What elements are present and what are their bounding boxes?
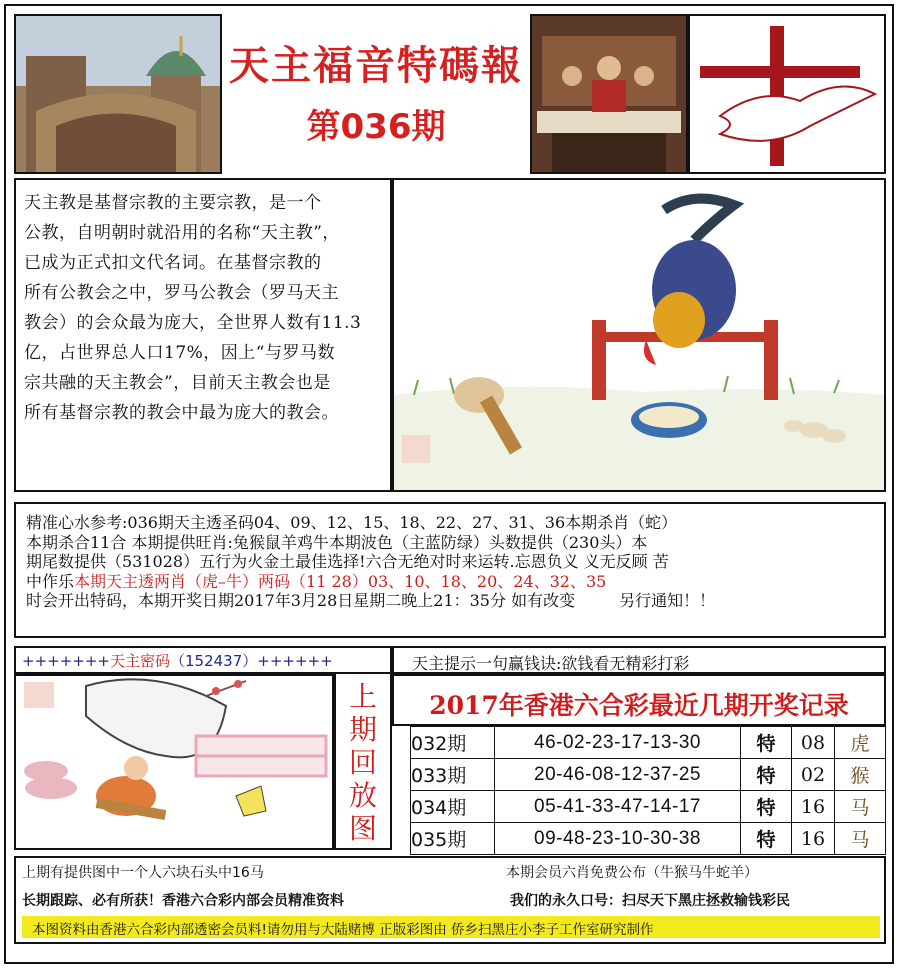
special-marker-cell: 特 xyxy=(741,823,792,855)
table-row xyxy=(411,823,886,855)
results-table-wrap xyxy=(410,726,886,854)
special-number-cell: 16 xyxy=(792,823,835,855)
header-issue: 第036期 xyxy=(306,107,446,147)
review-label-char: 期 xyxy=(348,713,377,746)
secret-code-label: 天主密码 xyxy=(109,652,170,670)
numbers-cell: 46-02-23-17-13-30 xyxy=(495,727,741,759)
numbers-cell: 20-46-08-12-37-25 xyxy=(495,759,741,791)
hint-text: 天主提示一句赢钱诀:欲钱看无精彩打彩 xyxy=(412,654,690,673)
footer-left-1: 上期有提供图中一个人六块石头中16马 xyxy=(22,865,264,881)
review-label-char: 图 xyxy=(348,812,377,845)
intro-text-box xyxy=(14,178,392,492)
notice-line-5 xyxy=(26,591,878,611)
notice-box xyxy=(14,502,886,638)
header-title-area xyxy=(222,14,530,174)
period-cell: 034期 xyxy=(411,791,495,823)
zodiac-cell: 虎 xyxy=(835,727,886,759)
last-supper-image xyxy=(530,14,688,174)
zodiac-cell: 马 xyxy=(835,791,886,823)
intro-line: 教会）的会众最为庞大，全世界人数有11.3 xyxy=(24,313,362,333)
notice-line-4 xyxy=(26,572,878,592)
review-label-char: 回 xyxy=(348,746,377,779)
period-cell: 032期 xyxy=(411,727,495,759)
hint-box xyxy=(392,646,886,674)
secret-code-box xyxy=(14,646,392,674)
period-cell: 033期 xyxy=(411,759,495,791)
results-table xyxy=(410,726,886,855)
zodiac-cell: 马 xyxy=(835,823,886,855)
results-title: 2017年香港六合彩最近几期开奖记录 xyxy=(429,691,849,720)
footer-right-1: 本期会员六肖免费公布（牛猴马牛蛇羊） xyxy=(506,865,758,881)
secret-code-suffix: ++++++ xyxy=(257,652,333,670)
cross-dove-image xyxy=(688,14,886,174)
footer-box xyxy=(14,856,886,944)
footer-banner-text: 本图资料由香港六合彩内部透密会员料!请勿用与大陆赌博 正版彩图由 侨乡扫黑庄小李子工作室研究制作 xyxy=(32,922,654,938)
review-label xyxy=(334,674,392,850)
intro-line: 亿，占世界总人口17%，因上“与罗马数 xyxy=(24,343,335,363)
special-number-cell: 08 xyxy=(792,727,835,759)
special-marker-cell: 特 xyxy=(741,791,792,823)
intro-line: 所有基督宗教的教会中最为庞大的教会。 xyxy=(24,403,339,423)
cathedral-image xyxy=(14,14,222,174)
notice-line-1: 精准心水参考:036期天主透圣码04、09、12、15、18、22、27、31、36本期杀肖（蛇） xyxy=(26,513,678,532)
notice-line-2: 本期杀合11合 本期提供旺肖:兔猴鼠羊鸡牛本期波色（主蓝防绿）头数提供（230头）本 xyxy=(26,532,648,552)
footer-right-2: 我们的永久口号：扫尽天下黑庄拯救输钱彩民 xyxy=(510,893,790,909)
table-row xyxy=(411,791,886,823)
notice-line-3: 期尾数提供（531028）五行为火金土最佳选择!六合无绝对时来运转.忘恩负义 义无反顾 苦 xyxy=(26,552,669,571)
numbers-cell: 09-48-23-10-30-38 xyxy=(495,823,741,855)
numbers-cell: 05-41-33-47-14-17 xyxy=(495,791,741,823)
results-title-box xyxy=(392,674,886,726)
notice-highlight: 本期天主透两肖（虎–牛）两码（11 28）03、10、18、20、24、32、35 xyxy=(74,571,607,591)
review-illustration xyxy=(14,674,334,850)
zodiac-cell: 猴 xyxy=(835,759,886,791)
table-row xyxy=(411,727,886,759)
intro-line: 天主教是基督宗教的主要宗教，是一个 xyxy=(24,193,322,213)
intro-line: 所有公教会之中，罗马公教会（罗马天主 xyxy=(24,283,339,303)
footer-banner xyxy=(22,916,880,938)
special-number-cell: 16 xyxy=(792,791,835,823)
intro-line: 已成为正式扣文代名词。在基督宗教的 xyxy=(24,253,322,273)
secret-code-value: （152437） xyxy=(170,652,258,670)
secret-code-prefix: +++++++ xyxy=(22,652,110,670)
header-title: 天主福音特碼報 xyxy=(229,43,523,89)
period-cell: 035期 xyxy=(411,823,495,855)
review-label-char: 放 xyxy=(348,779,377,812)
rooster-illustration xyxy=(392,178,886,492)
table-row xyxy=(411,759,886,791)
notice-line-5-text: 时会开出特码，本期开奖日期2017年3月28日星期二晚上21：35分 如有改变 xyxy=(26,591,576,610)
intro-line: 公教，自明朝时就沿用的名称“天主教”， xyxy=(24,223,340,243)
special-marker-cell: 特 xyxy=(741,759,792,791)
special-marker-cell: 特 xyxy=(741,727,792,759)
footer-left-2: 长期跟踪、必有所获！香港六合彩内部会员精准资料 xyxy=(22,893,344,909)
intro-line: 宗共融的天主教会”，目前天主教会也是 xyxy=(24,373,331,393)
notice-line-5-end: 另行通知！！ xyxy=(619,591,716,610)
review-label-char: 上 xyxy=(348,680,377,713)
special-number-cell: 02 xyxy=(792,759,835,791)
notice-line-4-lead: 中作乐 xyxy=(26,571,75,591)
